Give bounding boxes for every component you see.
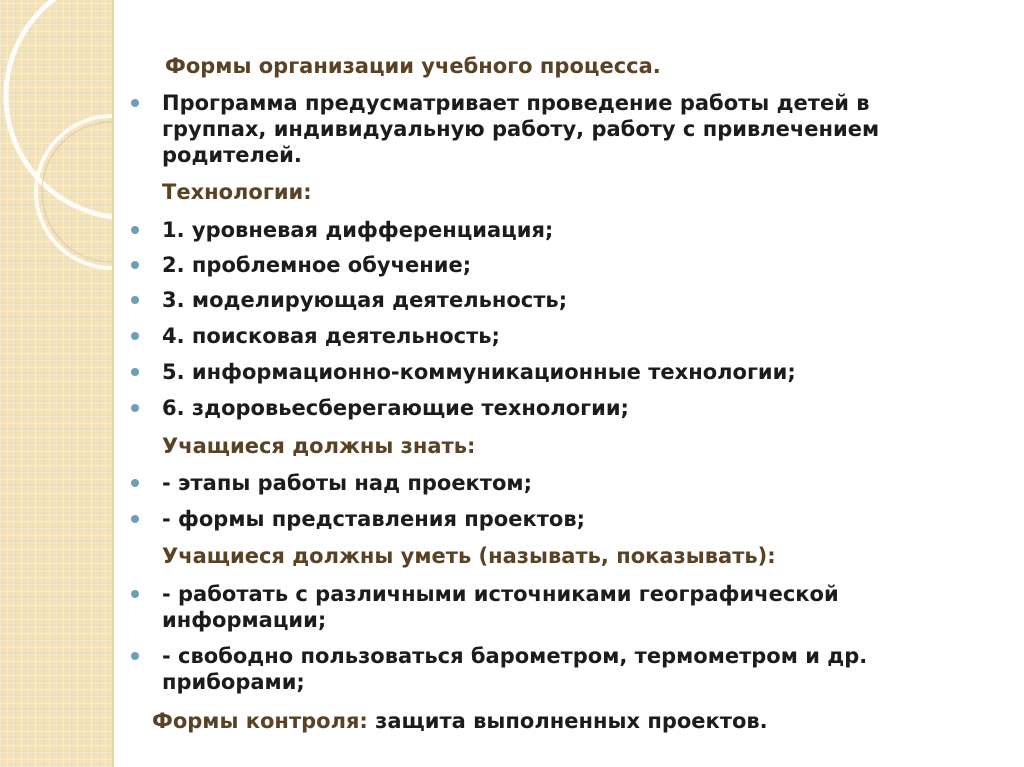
bullet-icon <box>131 368 139 376</box>
technology-item-6: 6. здоровьесберегающие технологии; <box>162 396 629 420</box>
can-item-1-line-1: - работать с различными источниками географической <box>162 582 839 606</box>
can-item-2-line-2: приборами; <box>162 670 305 694</box>
technology-item-3: 3. моделирующая деятельность; <box>162 288 568 312</box>
bullet-icon <box>131 226 139 234</box>
slide-title: Формы организации учебного процесса. <box>165 54 661 78</box>
control-forms-text: защита выполненных проектов. <box>367 709 768 733</box>
control-forms-label: Формы контроля: <box>152 709 368 733</box>
bullet-icon <box>131 296 139 304</box>
bullet-icon <box>131 590 139 598</box>
can-heading: Учащиеся должны уметь (называть, показывать): <box>162 544 776 568</box>
intro-line-3: родителей. <box>162 143 302 167</box>
technology-item-5: 5. информационно-коммуникационные технологии; <box>162 360 796 384</box>
bullet-icon <box>131 479 139 487</box>
bullet-icon <box>131 261 139 269</box>
decorative-rings-graphic <box>0 0 112 767</box>
can-item-2-line-1: - свободно пользоваться барометром, термометром и др. <box>162 644 868 668</box>
can-item-1-line-2: информации; <box>162 608 327 632</box>
intro-line-1: Программа предусматривает проведение работы детей в <box>162 91 870 115</box>
decorative-side-panel <box>0 0 112 767</box>
technology-item-2: 2. проблемное обучение; <box>162 253 472 277</box>
bullet-icon <box>131 332 139 340</box>
technology-item-4: 4. поисковая деятельность; <box>162 324 500 348</box>
control-forms-line <box>152 708 952 734</box>
bullet-icon <box>131 652 139 660</box>
know-item-2: - формы представления проектов; <box>162 507 586 531</box>
bullet-icon <box>131 99 139 107</box>
know-item-1: - этапы работы над проектом; <box>162 471 532 495</box>
bullet-icon <box>131 404 139 412</box>
bullet-icon <box>131 515 139 523</box>
intro-line-2: группах, индивидуальную работу, работу с привлечением <box>162 117 880 141</box>
decorative-divider <box>112 0 114 767</box>
technologies-heading: Технологии: <box>162 180 312 204</box>
know-heading: Учащиеся должны знать: <box>162 434 476 458</box>
technology-item-1: 1. уровневая дифференциация; <box>162 218 554 242</box>
